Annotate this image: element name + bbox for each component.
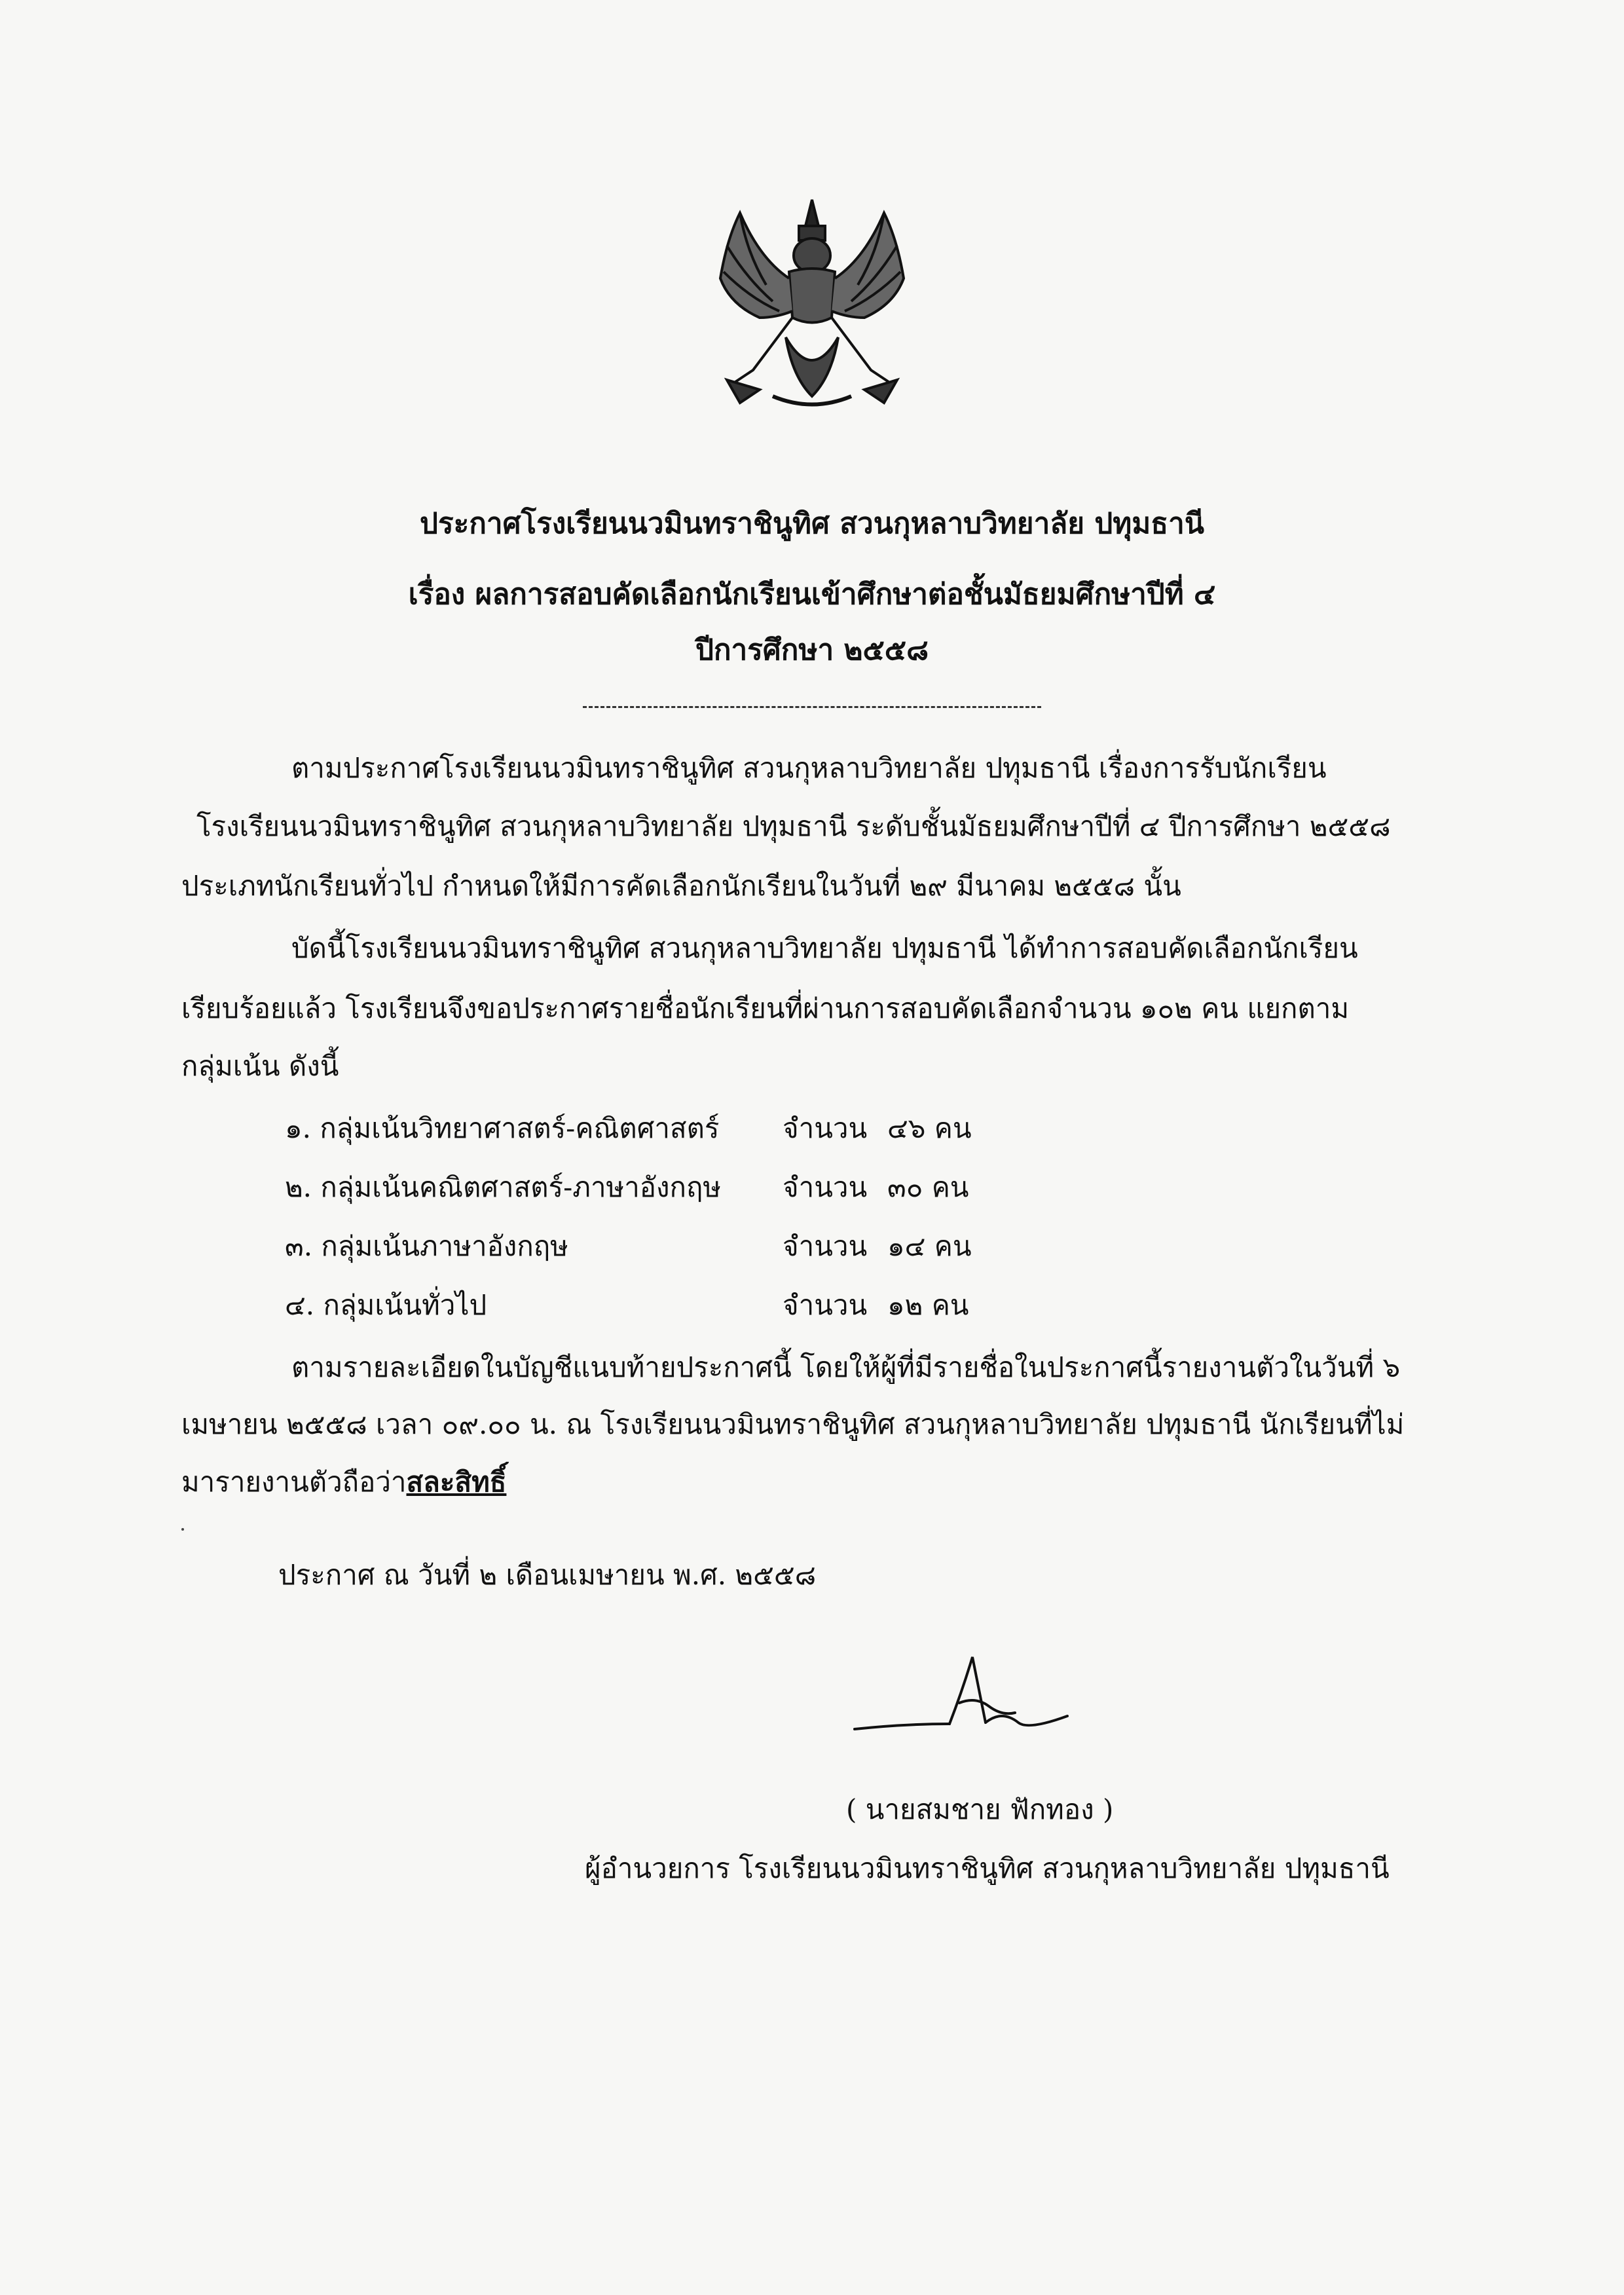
- group-count: ๓๐ คน: [887, 1171, 969, 1203]
- group-name: ๑. กลุ่มเน้นวิทยาศาสตร์-คณิตศาสตร์: [285, 1112, 720, 1144]
- para3-line2: เมษายน ๒๕๕๘ เวลา ๐๙.๐๐ น. ณ โรงเรียนนวมินทราชินูทิศ สวนกุหลาบวิทยาลัย ปทุมธานี นักเรียนที่ไม่: [181, 1408, 1405, 1440]
- para1-line3: ประเภทนักเรียนทั่วไป กำหนดให้มีการคัดเลือกนักเรียนในวันที่ ๒๙ มีนาคม ๒๕๕๘ นั้น: [181, 870, 1181, 902]
- signer-name: ( นายสมชาย ฟักทอง ): [846, 1793, 1114, 1825]
- group-name: ๒. กลุ่มเน้นคณิตศาสตร์-ภาษาอังกฤษ: [285, 1171, 722, 1203]
- group-count-label: จำนวน: [783, 1230, 868, 1262]
- announce-date: ประกาศ ณ วันที่ ๒ เดือนเมษายน พ.ศ. ๒๕๕๘: [278, 1559, 817, 1591]
- para2-line3: กลุ่มเน้น ดังนี้: [181, 1050, 339, 1082]
- para3-line3: [181, 1463, 506, 1502]
- group-count: ๔๖ คน: [887, 1112, 972, 1144]
- header-divider: [583, 706, 1041, 708]
- garuda-emblem-icon: [701, 187, 923, 422]
- para2-line2: เรียบร้อยแล้ว โรงเรียนจึงขอประกาศรายชื่อนักเรียนที่ผ่านการสอบคัดเลือกจำนวน ๑๐๒ คน แยกตาม: [181, 992, 1350, 1024]
- group-count-label: จำนวน: [783, 1171, 868, 1203]
- signature-mark-icon: [851, 1651, 1074, 1749]
- stray-dot: [181, 1528, 184, 1531]
- para1-line1: ตามประกาศโรงเรียนนวมินทราชินูทิศ สวนกุหลาบวิทยาลัย ปทุมธานี เรื่องการรับนักเรียน: [291, 752, 1327, 784]
- group-count: ๑๒ คน: [887, 1289, 969, 1321]
- title-line-1: ประกาศโรงเรียนนวมินทราชินูทิศ สวนกุหลาบวิทยาลัย ปทุมธานี: [420, 507, 1204, 540]
- para2-line1: บัดนี้โรงเรียนนวมินทราชินูทิศ สวนกุหลาบวิทยาลัย ปทุมธานี ได้ทำการสอบคัดเลือกนักเรียน: [291, 932, 1358, 964]
- group-name: ๔. กลุ่มเน้นทั่วไป: [285, 1289, 487, 1321]
- para1-line2: โรงเรียนนวมินทราชินูทิศ สวนกุหลาบวิทยาลัย ปทุมธานี ระดับชั้นมัธยมศึกษาปีที่ ๔ ปีการศึกษา ๒๕๕๘: [196, 810, 1391, 842]
- para3-line1: ตามรายละเอียดในบัญชีแนบท้ายประกาศนี้ โดยให้ผู้ที่มีรายชื่อในประกาศนี้รายงานตัวในวันที่ ๖: [291, 1351, 1401, 1383]
- signer-position: ผู้อำนวยการ โรงเรียนนวมินทราชินูทิศ สวนกุหลาบวิทยาลัย ปทุมธานี: [585, 1852, 1390, 1884]
- title-line-2: เรื่อง ผลการสอบคัดเลือกนักเรียนเข้าศึกษาต่อชั้นมัธยมศึกษาปีที่ ๔: [408, 578, 1216, 611]
- group-count-label: จำนวน: [783, 1112, 868, 1144]
- group-name: ๓. กลุ่มเน้นภาษาอังกฤษ: [285, 1230, 568, 1262]
- para3-line3-prefix: มารายงานตัวถือว่า: [181, 1466, 407, 1498]
- group-count: ๑๔ คน: [887, 1230, 972, 1262]
- group-count-label: จำนวน: [783, 1289, 868, 1321]
- title-line-3: ปีการศึกษา ๒๕๕๘: [695, 633, 929, 667]
- forfeit-text: สละสิทธิ์: [406, 1466, 507, 1498]
